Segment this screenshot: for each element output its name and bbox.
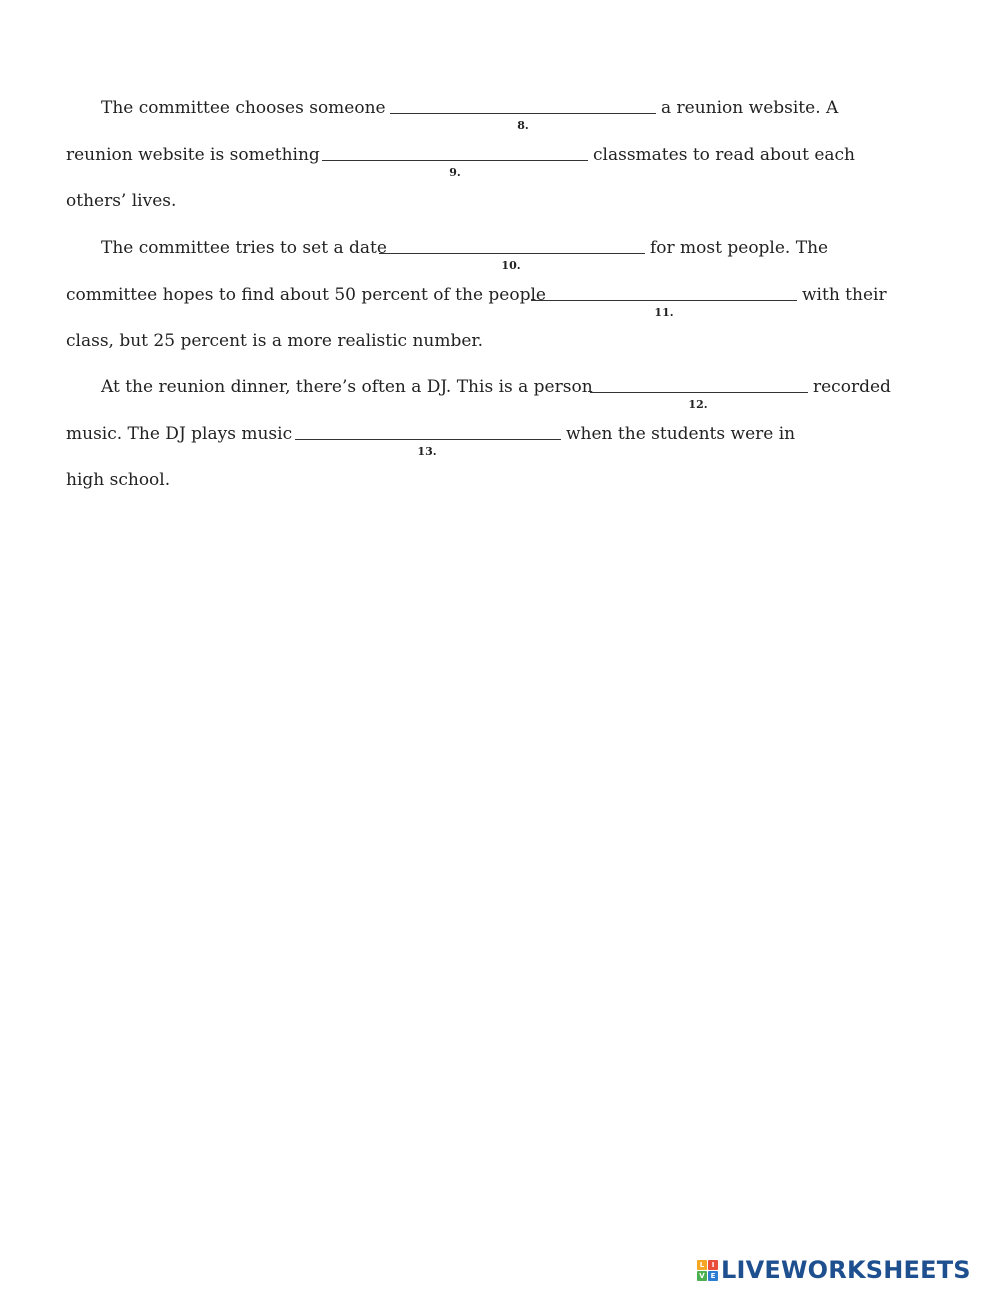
line-text: The committee tries to set a date <box>101 238 387 258</box>
logo-tile: V <box>697 1271 707 1281</box>
blank-number: 13. <box>417 445 437 458</box>
logo-tile: L <box>697 1260 707 1270</box>
line-text: At the reunion dinner, there’s often a DJ. This is a person <box>101 377 593 397</box>
line-text: high school. <box>66 470 171 490</box>
line-text: classmates to read about each <box>593 145 855 165</box>
blank-number: 10. <box>501 259 521 272</box>
line-text: class, but 25 percent is a more realistic number. <box>66 331 484 351</box>
line-text: The committee chooses someone <box>101 98 386 118</box>
answer-blank-9[interactable] <box>322 160 588 161</box>
answer-blank-10[interactable] <box>379 253 645 254</box>
brand-name: LIVEWORKSHEETS <box>721 1256 971 1284</box>
logo-tile: I <box>708 1260 718 1270</box>
blank-number: 9. <box>449 166 461 179</box>
answer-blank-11[interactable] <box>531 300 797 301</box>
line-text: when the students were in <box>566 424 796 444</box>
answer-blank-8[interactable] <box>390 113 656 114</box>
blank-number: 8. <box>517 119 529 132</box>
line-text: a reunion website. A <box>661 98 839 118</box>
blank-number: 11. <box>654 306 674 319</box>
line-text: reunion website is something <box>66 145 320 165</box>
line-text: for most people. The <box>650 238 829 258</box>
line-text: committee hopes to find about 50 percent of the people <box>66 285 546 305</box>
line-text: others’ lives. <box>66 191 177 211</box>
logo-tile: E <box>708 1271 718 1281</box>
liveworksheets-logo <box>697 1256 971 1284</box>
line-text: with their <box>802 285 887 305</box>
answer-blank-13[interactable] <box>295 439 561 440</box>
line-text: music. The DJ plays music <box>66 424 293 444</box>
answer-blank-12[interactable] <box>590 392 808 393</box>
line-text: recorded <box>813 377 891 397</box>
logo-tiles-icon <box>697 1260 718 1281</box>
blank-number: 12. <box>688 398 708 411</box>
